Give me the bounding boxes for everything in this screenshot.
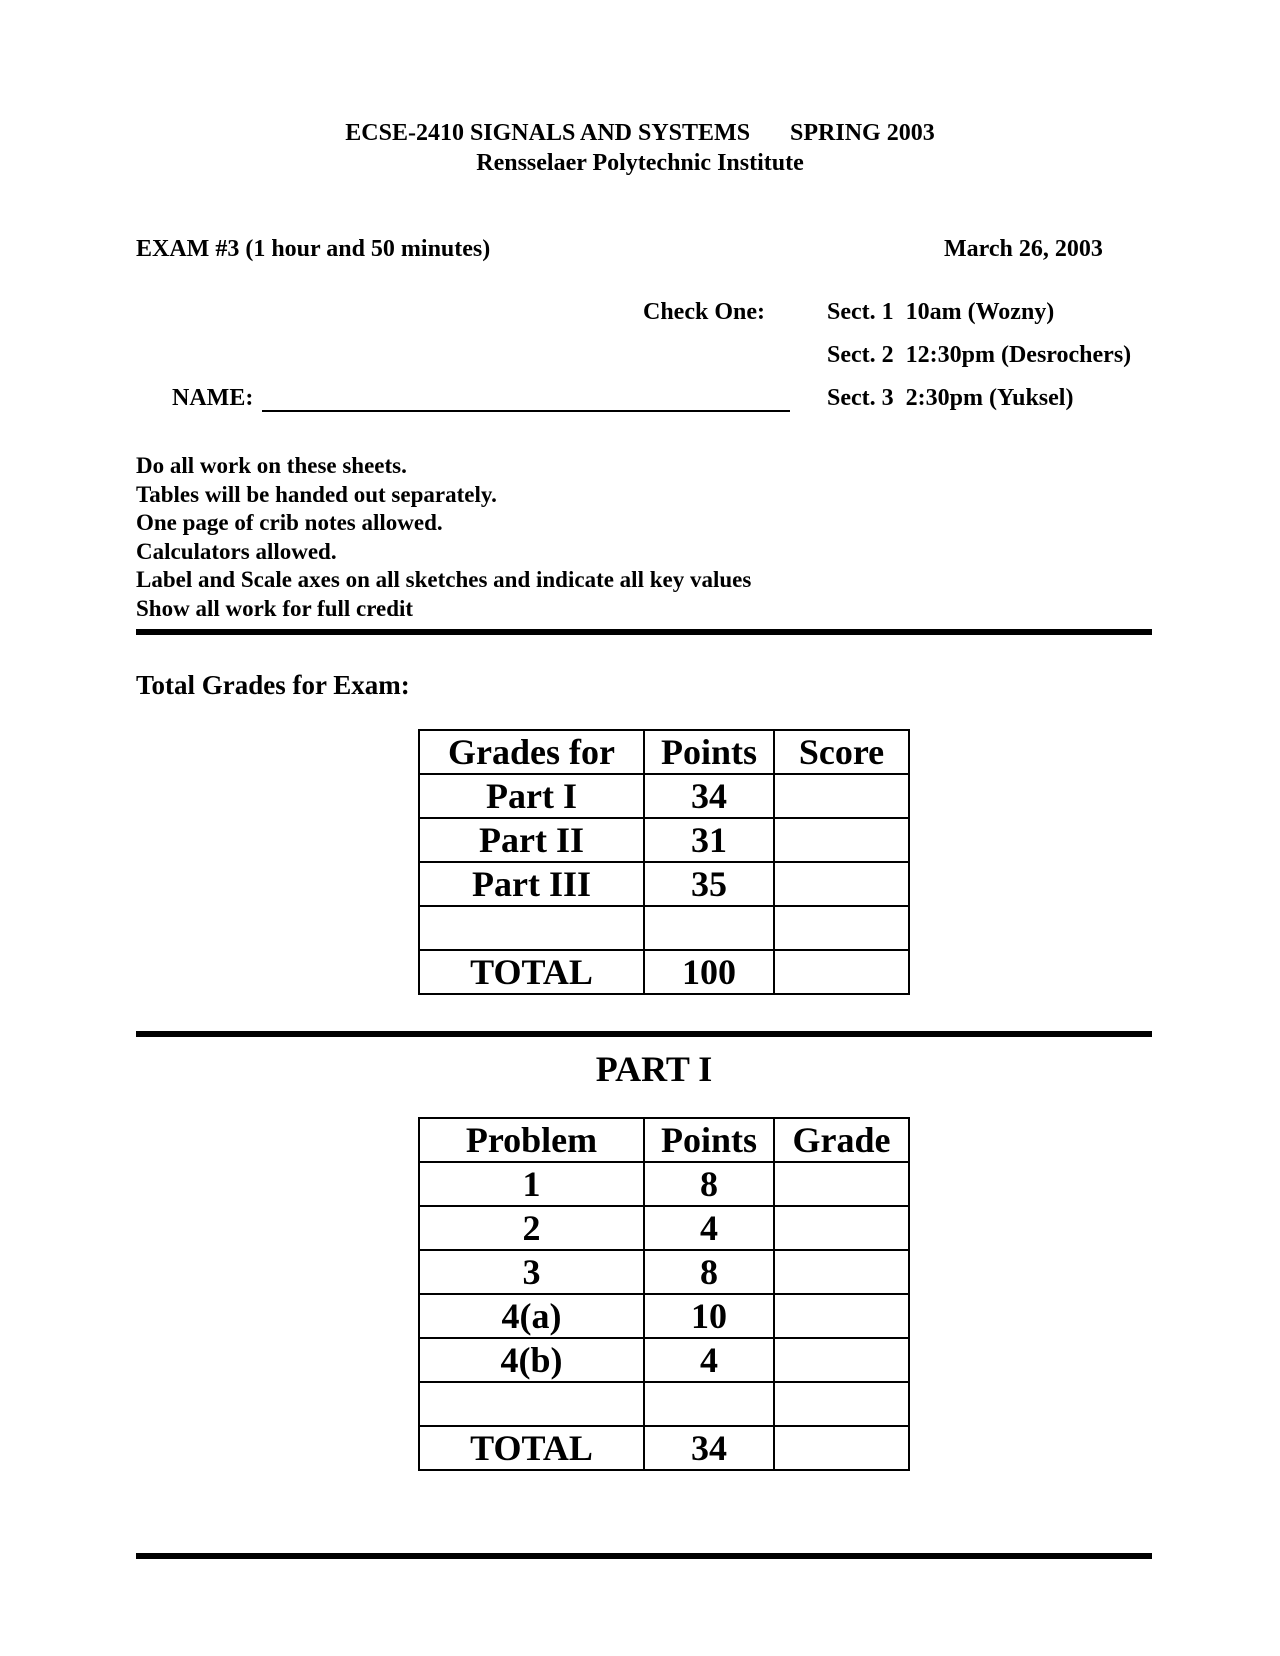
points-cell — [644, 1382, 774, 1426]
score-cell[interactable] — [774, 906, 909, 950]
part-cell: Part I — [419, 774, 644, 818]
table-row — [419, 1250, 909, 1294]
course-header — [0, 120, 1280, 147]
instruction-line: One page of crib notes allowed. — [136, 510, 443, 536]
section-option-1[interactable]: Sect. 1 10am (Wozny) — [827, 299, 1055, 325]
points-cell: 10 — [644, 1294, 774, 1338]
problem-cell: 4(a) — [419, 1294, 644, 1338]
section-option-3[interactable]: Sect. 3 2:30pm (Yuksel) — [827, 385, 1074, 411]
grade-cell[interactable] — [774, 1382, 909, 1426]
instructions — [136, 452, 751, 624]
problem-cell: 4(b) — [419, 1338, 644, 1382]
course-title: ECSE-2410 SIGNALS AND SYSTEMS — [345, 120, 751, 146]
exam-title: EXAM #3 (1 hour and 50 minutes) — [136, 236, 491, 262]
header-cell: Points — [644, 1118, 774, 1162]
table-row — [419, 862, 909, 906]
table-row — [419, 774, 909, 818]
total-label-cell: TOTAL — [419, 1426, 644, 1470]
table-row — [419, 950, 909, 994]
grade-cell[interactable] — [774, 1250, 909, 1294]
problem-cell: 3 — [419, 1250, 644, 1294]
grade-cell[interactable] — [774, 1162, 909, 1206]
header-cell: Problem — [419, 1118, 644, 1162]
total-grade-cell[interactable] — [774, 1426, 909, 1470]
check-one-label: Check One: — [643, 299, 765, 325]
total-score-cell[interactable] — [774, 950, 909, 994]
header-cell: Grades for — [419, 730, 644, 774]
score-cell[interactable] — [774, 774, 909, 818]
table-row — [419, 1294, 909, 1338]
total-points-cell: 34 — [644, 1426, 774, 1470]
points-cell: 31 — [644, 818, 774, 862]
score-cell[interactable] — [774, 862, 909, 906]
points-cell: 35 — [644, 862, 774, 906]
institution: Rensselaer Polytechnic Institute — [476, 150, 804, 176]
problem-cell: 1 — [419, 1162, 644, 1206]
table-row — [419, 1382, 909, 1426]
instruction-line: Do all work on these sheets. — [136, 453, 407, 478]
instruction-line: Label and Scale axes on all sketches and indicate all key values — [136, 567, 752, 593]
part-cell — [419, 906, 644, 950]
table-header-row — [419, 730, 909, 774]
points-cell: 8 — [644, 1162, 774, 1206]
table-row — [419, 818, 909, 862]
section-option-2[interactable]: Sect. 2 12:30pm (Desrochers) — [827, 342, 1132, 368]
part1-table — [418, 1117, 910, 1471]
grade-cell[interactable] — [774, 1338, 909, 1382]
problem-cell — [419, 1382, 644, 1426]
part-cell: Part III — [419, 862, 644, 906]
points-cell: 34 — [644, 774, 774, 818]
table-header-row — [419, 1118, 909, 1162]
part-heading: PART I — [595, 1049, 713, 1089]
points-cell — [644, 906, 774, 950]
table-row — [419, 1426, 909, 1470]
divider — [136, 1553, 1152, 1559]
header-cell: Grade — [774, 1118, 909, 1162]
table-row — [419, 1162, 909, 1206]
instruction-line: Show all work for full credit — [136, 595, 414, 621]
instruction-line: Tables will be handed out separately. — [136, 481, 497, 507]
points-cell: 4 — [644, 1206, 774, 1250]
grade-cell[interactable] — [774, 1206, 909, 1250]
exam-date: March 26, 2003 — [944, 236, 1103, 262]
total-grades-heading: Total Grades for Exam: — [136, 670, 410, 700]
points-cell: 8 — [644, 1250, 774, 1294]
table-row — [419, 1206, 909, 1250]
name-label: NAME: — [172, 385, 254, 411]
total-points-cell: 100 — [644, 950, 774, 994]
total-label-cell: TOTAL — [419, 950, 644, 994]
name-input-line[interactable] — [262, 410, 790, 412]
instruction-line: Calculators allowed. — [136, 538, 337, 564]
problem-cell: 2 — [419, 1206, 644, 1250]
divider — [136, 629, 1152, 635]
table-row — [419, 906, 909, 950]
grade-cell[interactable] — [774, 1294, 909, 1338]
score-cell[interactable] — [774, 818, 909, 862]
header-cell: Points — [644, 730, 774, 774]
total-grades-table — [418, 729, 910, 995]
part-cell: Part II — [419, 818, 644, 862]
divider — [136, 1031, 1152, 1037]
points-cell: 4 — [644, 1338, 774, 1382]
header-cell: Score — [774, 730, 909, 774]
course-term: SPRING 2003 — [790, 120, 935, 146]
table-row — [419, 1338, 909, 1382]
